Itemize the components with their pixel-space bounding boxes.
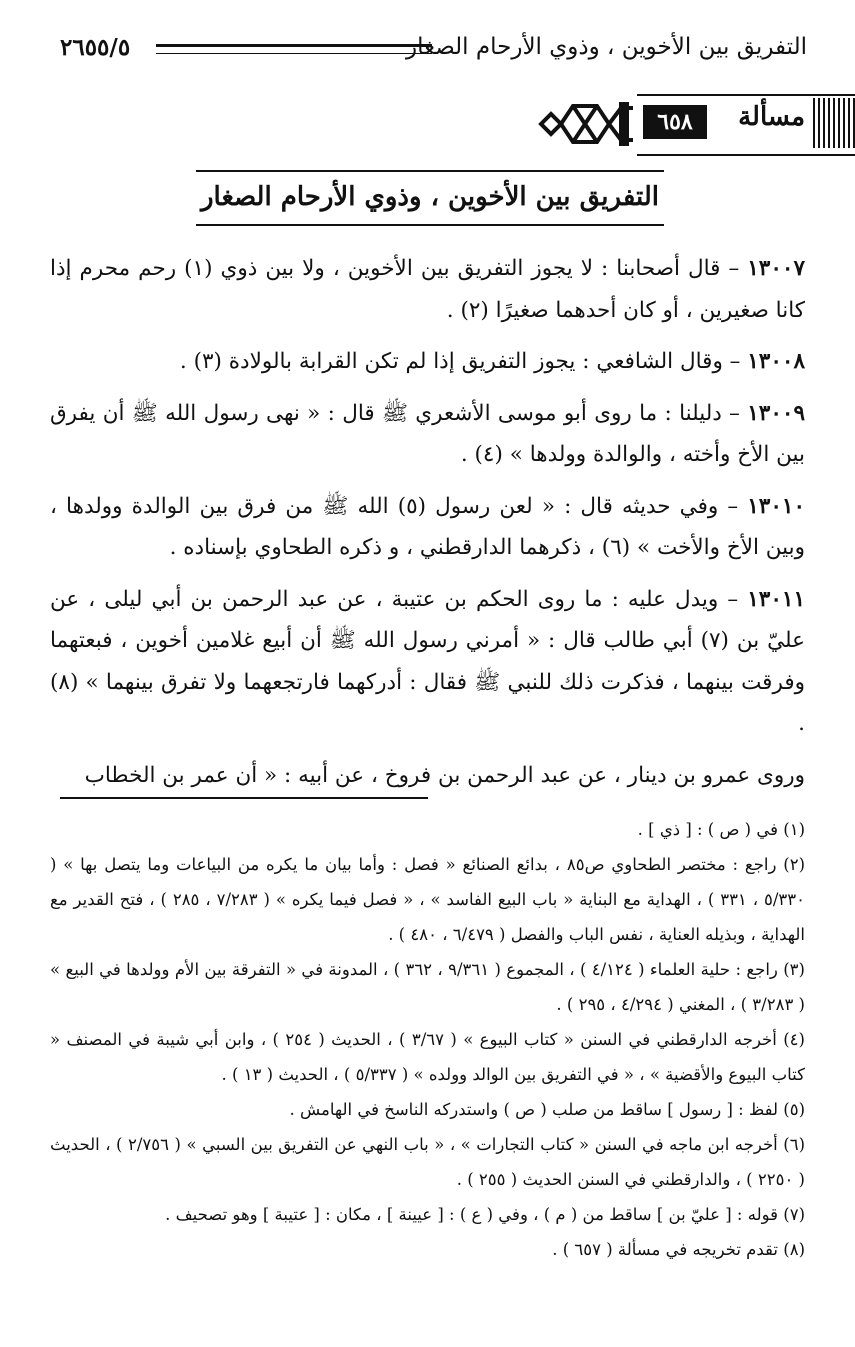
paragraph-number: ١٣٠١٠: [747, 493, 805, 519]
paragraph: [50, 341, 805, 383]
paragraph: [50, 393, 805, 476]
paragraph-text: – قال أصحابنا : لا يجوز التفريق بين الأخوين ، ولا بين ذوي (١) رحم محرم إذا كانا صغيرين ، أو كان أحدهما صغيرًا (٢) .: [50, 256, 805, 323]
paragraph-text: – وقال الشافعي : يجوز التفريق إذا لم تكن القرابة بالولادة (٣) .: [179, 349, 748, 374]
footnote: (٤) أخرجه الدارقطني في السنن « كتاب البيوع » ( ٣/٦٧ ) ، الحديث ( ٢٥٤ ) ، وابن أبي شيبة في المصنف « كتاب البيوع والأقضية » ، « في التفريق بين الوالد وولده » ( ٥/٣٣٧ ) ، الحديث ( ١٣ ) .: [50, 1030, 805, 1084]
paragraph-text: – دليلنا : ما روى أبو موسى الأشعري ﷺ قال : « نهى رسول الله ﷺ أن يفرق بين الأخ وأخته ، والوالدة وولدها » (٤) .: [50, 400, 805, 467]
paragraph-number: ١٣٠١١: [747, 586, 805, 612]
paragraph-text: – وفي حديثه قال : « لعن رسول (٥) الله ﷺ من فرق بين الوالدة وولدها ، وبين الأخ والأخت » (٦) ، ذكرهما الدارقطني ، و ذكره الطحاوي بإسناده .: [50, 493, 805, 560]
paragraph-number: ١٣٠٠٧: [747, 256, 805, 281]
chapter-title: التفريق بين الأخوين ، وذوي الأرحام الصغار: [196, 170, 664, 226]
stripes-ornament: [813, 98, 855, 148]
footnote: (٨) تقدم تخريجه في مسألة ( ٦٥٧ ) .: [552, 1240, 805, 1259]
banner-label: مسألة: [738, 102, 805, 132]
paragraph: [50, 486, 805, 569]
paragraph-text: – ويدل عليه : ما روى الحكم بن عتيبة ، عن عبد الرحمن بن أبي ليلى ، عن عليّ بن (٧) أبي طالب قال : « أمرني رسول الله ﷺ أن أبيع غلامين أخوين ، فبعتهما وفرقت بينهما ، فذكرت ذلك للنبي ﷺ فقال : أدركهما فارتجعهما ولا تفرق بينهما » (٨) .: [50, 586, 805, 736]
footnote: (٧) قوله : [ عليّ بن ] ساقط من ( م ) ، وفي ( ع ) : [ عيينة ] ، مكان : [ عتيبة ] وهو تصحيف .: [165, 1205, 805, 1224]
main-text: [50, 248, 805, 806]
knot-ornament-icon: [537, 98, 633, 150]
page-number: ٢٦٥٥/٥: [60, 34, 131, 61]
paragraph-number: ١٣٠٠٨: [747, 349, 805, 374]
running-header: [60, 34, 807, 74]
paragraph: [50, 579, 805, 745]
footnote: (٣) راجع : حلية العلماء ( ٤/١٢٤ ) ، المجموع ( ٩/٣٦١ ، ٣٦٢ ) ، المدونة في « التفرقة بين الأم وولدها في البيع » ( ٣/٢٨٣ ) ، المغني ( ٤/٢٩٤ ، ٢٩٥ ) .: [50, 960, 805, 1014]
header-rule: [156, 44, 432, 54]
footnote: (١) في ( ص ) : [ ذي ] .: [637, 820, 805, 839]
footnotes: [50, 812, 805, 1267]
banner-number: ٦٥٨: [643, 105, 707, 139]
footnote: (٢) راجع : مختصر الطحاوي ص٨٥ ، بدائع الصنائع « فصل : وأما بيان ما يكره من البياعات وما يتصل بها » ( ٥/٣٣٠ ، ٣٣١ ) ، الهداية مع البناية « باب البيع الفاسد » ، « فصل فيما يكره » ( ٧/٢٨٣ ، ٢٨٥ ) ، فتح القدير مع الهداية ، وبذيله العناية ، نفس الباب والفصل ( ٦/٤٧٩ ، ٤٨٠ ) .: [50, 855, 806, 944]
footnote-divider: [60, 797, 428, 799]
running-header-title: التفريق بين الأخوين ، وذوي الأرحام الصغار: [406, 34, 807, 60]
paragraph-number: ١٣٠٠٩: [747, 400, 805, 426]
footnote: (٥) لفظ : [ رسول ] ساقط من صلب ( ص ) واستدركه الناسخ في الهامش .: [289, 1100, 805, 1119]
footnote: (٦) أخرجه ابن ماجه في السنن « كتاب التجارات » ، « باب النهي عن التفريق بين السبي » ( ٢/٧٥٦ ) ، الحديث ( ٢٢٥٠ ) ، والدارقطني في السنن الحديث ( ٢٥٥ ) .: [50, 1135, 806, 1189]
masala-banner: [537, 94, 855, 156]
paragraph: [50, 248, 805, 331]
paragraph: [50, 755, 805, 797]
paragraph-text: وروى عمرو بن دينار ، عن عبد الرحمن بن فروخ ، عن أبيه : « أن عمر بن الخطاب: [84, 762, 805, 788]
